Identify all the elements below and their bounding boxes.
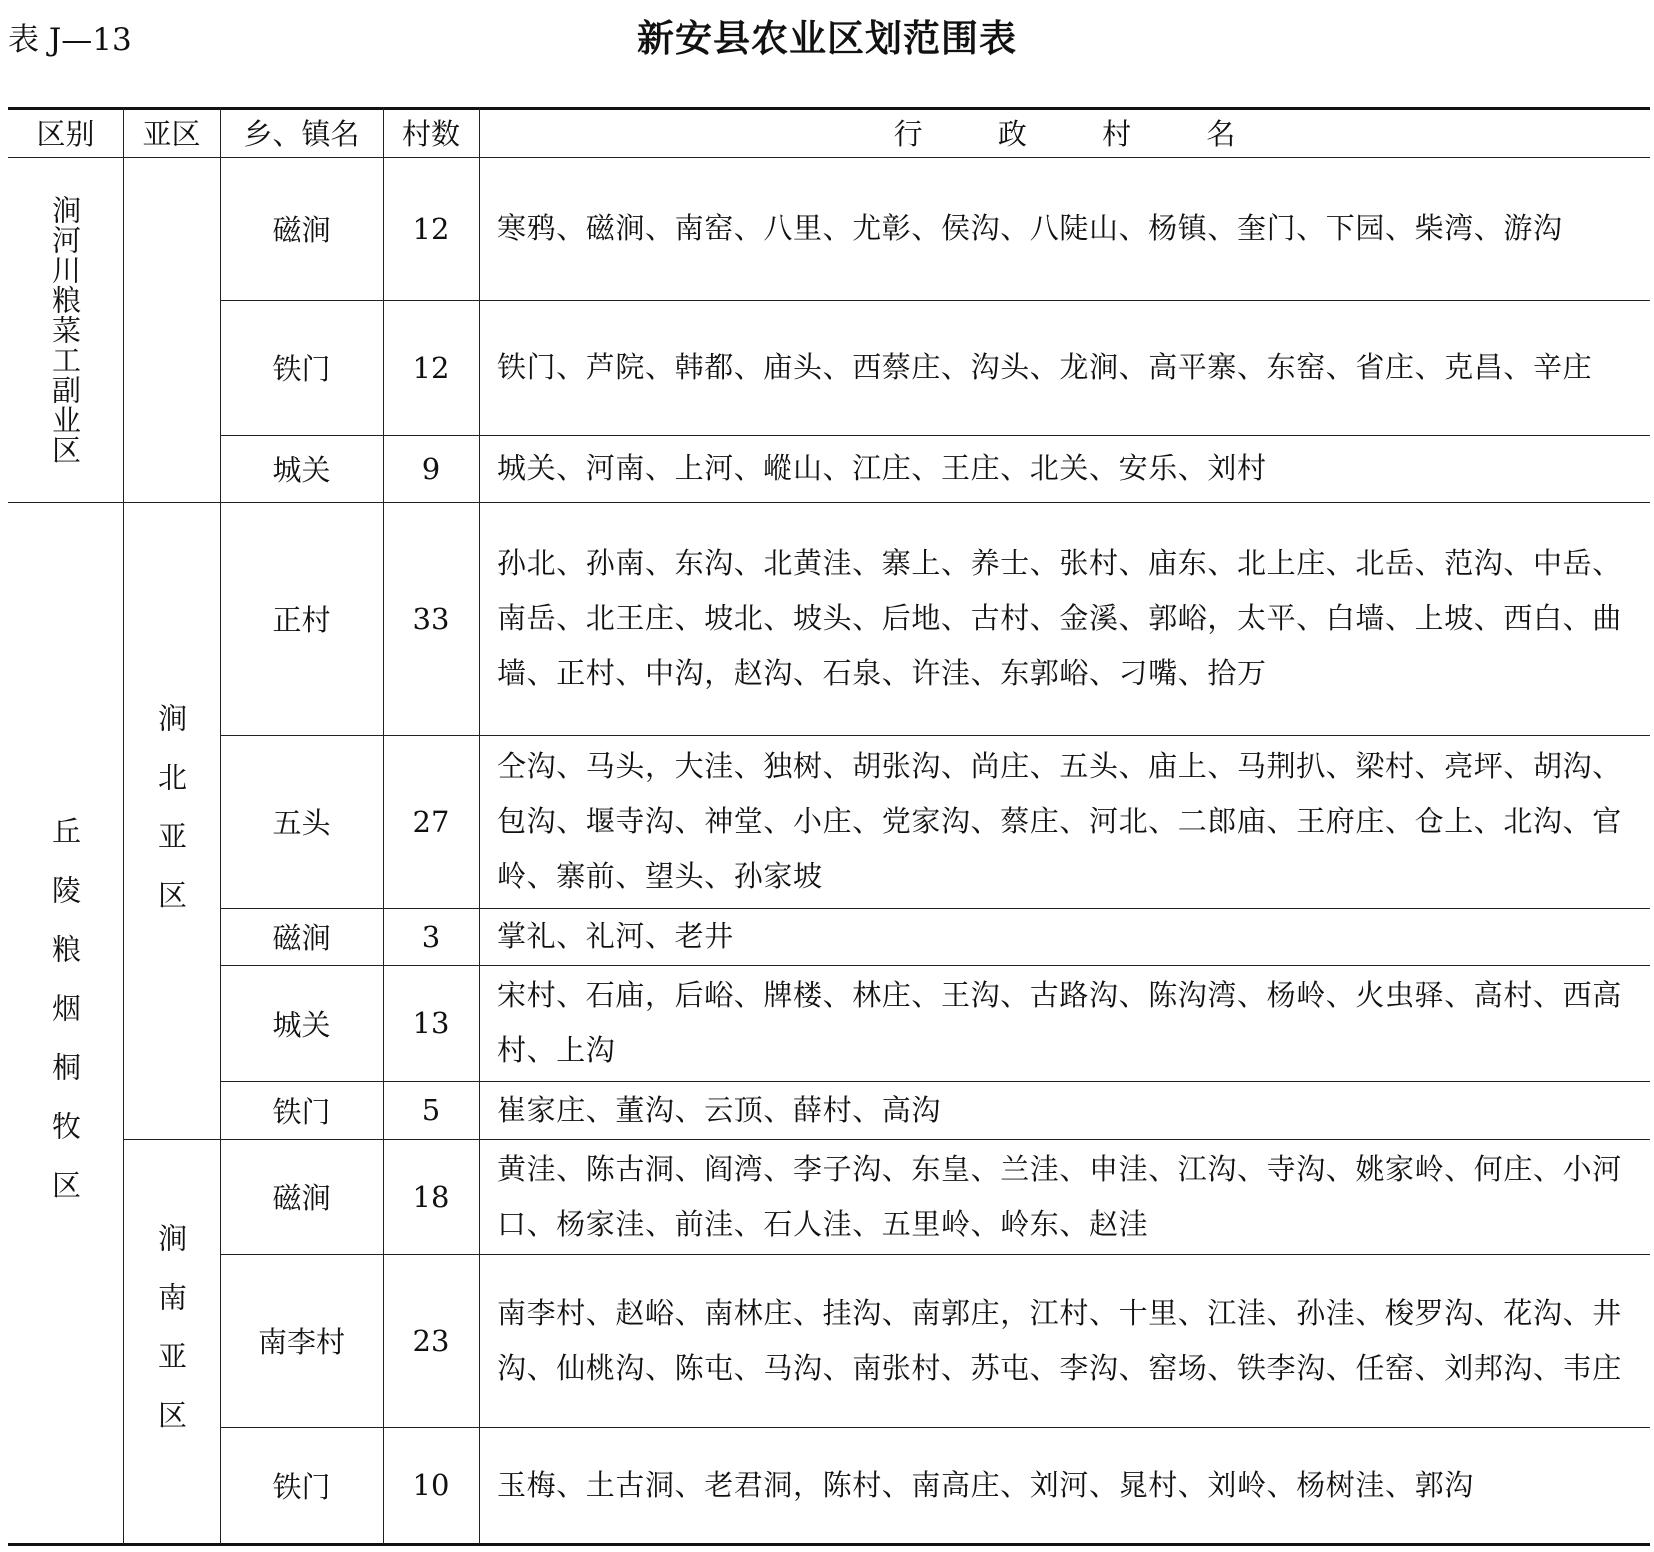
table-bottom-rule: [8, 1543, 1650, 1546]
header-count: 村数: [401, 116, 460, 151]
zone-name: 丘陵粮烟桐牧区: [48, 816, 82, 1229]
subzone-name: 涧北亚区: [154, 702, 188, 939]
township-cell: 铁门: [272, 1469, 331, 1504]
villages-cell: 掌礼、礼河、老井: [497, 919, 734, 953]
township-cell: 磁涧: [272, 921, 331, 955]
villages-cell: 寒鸦、磁涧、南窑、八里、尤彰、侯沟、八陡山、杨镇、奎门、下园、柴湾、游沟: [497, 211, 1563, 245]
count-cell: 27: [412, 804, 450, 839]
villages-cell: 铁门、芦院、韩都、庙头、西蔡庄、沟头、龙涧、高平寨、东窑、省庄、克昌、辛庄: [497, 350, 1593, 384]
zoning-table: [8, 107, 1650, 1545]
header-zone: 区别: [36, 116, 95, 151]
township-cell: 五头: [272, 806, 331, 840]
villages-cell: 宋村、石庙，后峪、牌楼、林庄、王沟、古路沟、陈沟湾、杨岭、火虫驿、高村、西高村、上沟: [497, 978, 1622, 1067]
villages-cell: 黄洼、陈古洞、阎湾、李子沟、东皇、兰洼、申洼、江沟、寺沟、姚家岭、何庄、小河口、杨家洼、前洼、石人洼、五里岭、岭东、赵洼: [497, 1151, 1622, 1241]
count-cell: 9: [421, 451, 441, 486]
township-cell: 城关: [272, 1007, 331, 1042]
count-cell: 10: [412, 1468, 450, 1502]
township-cell: 城关: [272, 453, 331, 487]
zone-name: 涧河川粮菜工副业区: [48, 194, 82, 465]
township-cell: 磁涧: [272, 1181, 331, 1215]
township-cell: 南李村: [257, 1325, 345, 1359]
count-cell: 12: [412, 211, 450, 246]
count-cell: 33: [412, 601, 450, 636]
villages-cell: 南李村、赵峪、南林庄、挂沟、南郭庄，江村、十里、江洼、孙洼、梭罗沟、花沟、井沟、仙桃沟、陈屯、马沟、南张村、苏屯、李沟、窑场、铁李沟、任窑、刘邦沟、韦庄: [497, 1295, 1622, 1385]
count-cell: 13: [412, 1006, 450, 1040]
header-township: 乡、镇名: [243, 116, 360, 151]
villages-cell: 玉梅、土古洞、老君洞，陈村、南高庄、刘河、晁村、刘岭、杨树洼、郭沟: [497, 1467, 1474, 1502]
township-cell: 正村: [272, 603, 331, 637]
count-cell: 5: [421, 1093, 441, 1127]
page-title: 新安县农业区划范围表: [637, 17, 1017, 60]
township-cell: 磁涧: [272, 213, 331, 247]
villages-cell: 城关、河南、上河、嵷山、江庄、王庄、北关、安乐、刘村: [497, 451, 1267, 485]
township-cell: 铁门: [272, 1094, 331, 1129]
count-cell: 3: [421, 919, 441, 954]
zone-cell: [8, 157, 123, 502]
subzone-cell: [123, 502, 220, 1139]
header-subzone: 亚区: [142, 116, 201, 151]
township-cell: 铁门: [272, 352, 331, 386]
table-number: 表 J—13: [8, 22, 132, 58]
count-cell: 12: [412, 350, 450, 385]
count-cell: 18: [412, 1179, 450, 1214]
count-cell: 23: [412, 1323, 450, 1358]
villages-cell: 仝沟、马头，大洼、独树、胡张沟、尚庄、五头、庙上、马荆扒、梁村、亮坪、胡沟、包沟、堰寺沟、神堂、小庄、党家沟、蔡庄、河北、二郎庙、王府庄、仓上、北沟、官岭、寨前、望头、孙家坡: [497, 749, 1622, 893]
zone-cell: [8, 502, 123, 1543]
subzone-name: 涧南亚区: [154, 1223, 188, 1459]
header-villages: 行 政 村 名: [893, 116, 1269, 151]
villages-cell: 孙北、孙南、东沟、北黄洼、寨上、养士、张村、庙东、北上庄、北岳、范沟、中岳、南岳、北王庄、坡北、坡头、后地、古村、金溪、郭峪，太平、白墙、上坡、西白、曲墙、正村、中沟，赵沟、石泉、许洼、东郭峪、刁嘴、拾万: [497, 546, 1622, 690]
villages-cell: 崔家庄、董沟、云顶、薛村、高沟: [497, 1092, 942, 1127]
subzone-cell: [123, 1139, 220, 1543]
